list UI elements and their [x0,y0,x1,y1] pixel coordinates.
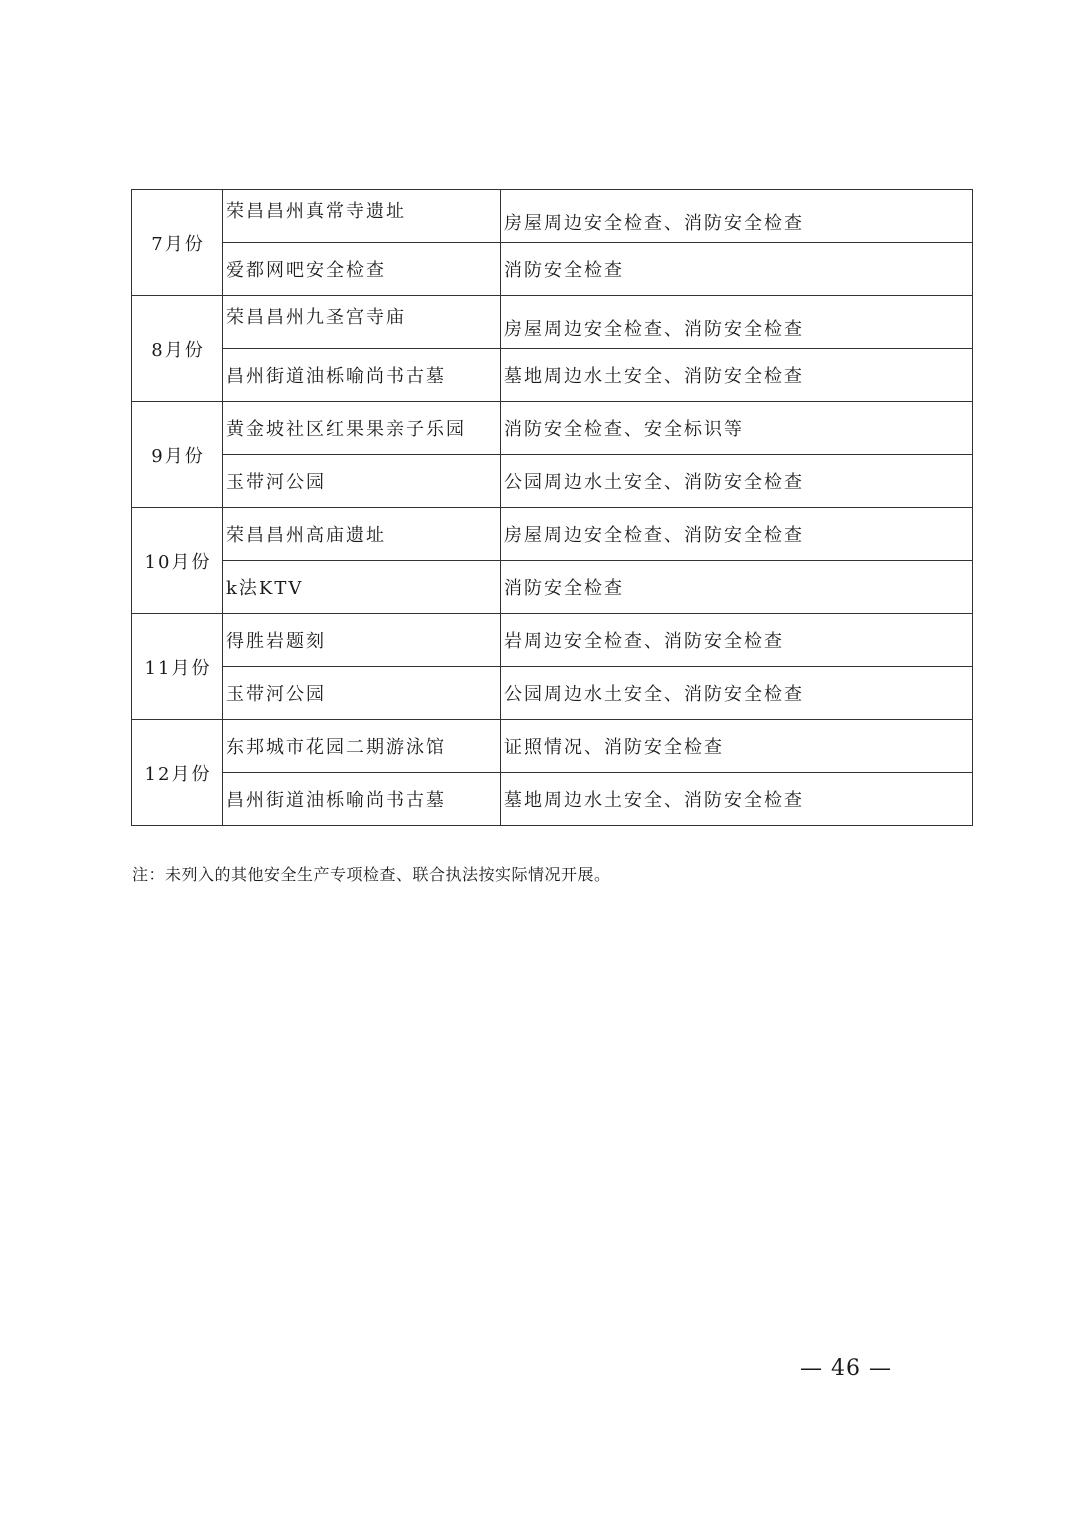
site-cell: k法KTV [223,561,501,614]
table-row [132,667,973,720]
table-row [132,561,973,614]
table-row [132,773,973,826]
site-cell: 爱都网吧安全检查 [223,243,501,296]
table-row [132,402,973,455]
site-cell: 昌州街道油栎喻尚书古墓 [223,773,501,826]
site-cell: 昌州街道油栎喻尚书古墓 [223,349,501,402]
site-text: 荣昌昌州九圣宫寺庙 [226,307,406,328]
table-row [132,296,973,349]
table-row [132,190,973,243]
month-cell: 12月份 [132,720,223,826]
inspection-schedule-table [131,189,973,826]
table-row [132,243,973,296]
month-cell: 7月份 [132,190,223,296]
item-text: 房屋周边安全检查、消防安全检查 [504,319,804,340]
month-cell: 10月份 [132,508,223,614]
item-cell: 岩周边安全检查、消防安全检查 [501,614,973,667]
item-cell: 墓地周边水土安全、消防安全检查 [501,773,973,826]
item-cell: 消防安全检查、安全标识等 [501,402,973,455]
item-cell: 证照情况、消防安全检查 [501,720,973,773]
month-cell: 8月份 [132,296,223,402]
page-number: — 46 — [800,1356,892,1381]
item-cell: 房屋周边安全检查、消防安全检查 [501,508,973,561]
table-row [132,720,973,773]
month-cell: 9月份 [132,402,223,508]
site-cell: 东邦城市花园二期游泳馆 [223,720,501,773]
site-cell [223,296,501,349]
table-row [132,455,973,508]
table-row [132,614,973,667]
item-cell: 公园周边水土安全、消防安全检查 [501,455,973,508]
item-cell: 墓地周边水土安全、消防安全检查 [501,349,973,402]
item-cell: 公园周边水土安全、消防安全检查 [501,667,973,720]
item-text: 房屋周边安全检查、消防安全检查 [504,213,804,234]
site-cell: 玉带河公园 [223,455,501,508]
item-cell [501,190,973,243]
item-cell [501,296,973,349]
site-cell: 黄金坡社区红果果亲子乐园 [223,402,501,455]
site-cell: 荣昌昌州高庙遗址 [223,508,501,561]
table-row [132,508,973,561]
table-row [132,349,973,402]
table-note: 注：未列入的其他安全生产专项检查、联合执法按实际情况开展。 [132,865,611,884]
site-cell: 得胜岩题刻 [223,614,501,667]
site-text: 荣昌昌州真常寺遗址 [226,201,406,222]
site-cell: 玉带河公园 [223,667,501,720]
item-cell: 消防安全检查 [501,561,973,614]
item-cell: 消防安全检查 [501,243,973,296]
month-cell: 11月份 [132,614,223,720]
site-cell [223,190,501,243]
